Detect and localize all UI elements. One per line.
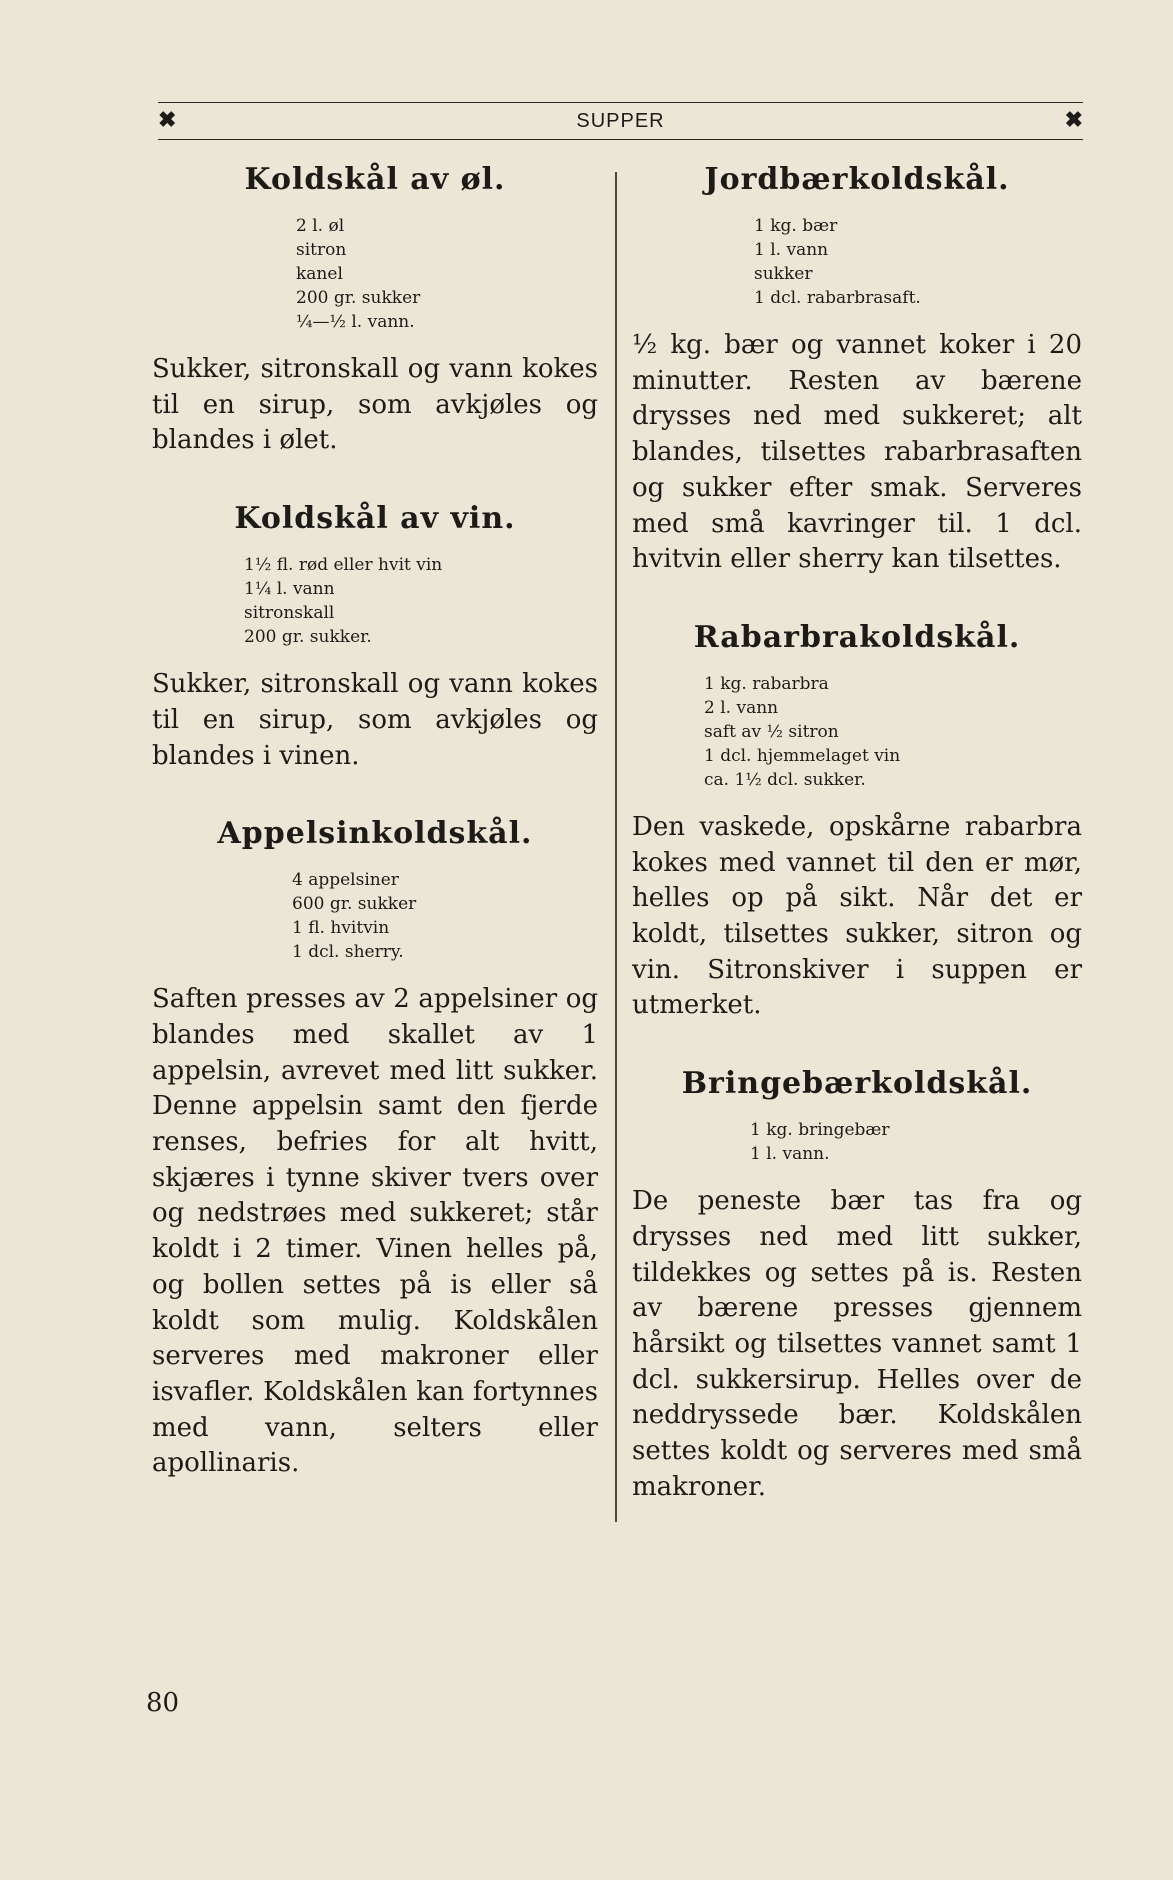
recipe-title: Koldskål av øl. [244,162,506,197]
ingredient-list [292,868,598,964]
ingredient-item: sukker [754,264,813,284]
right-column [632,160,1082,1545]
recipe-instructions: Den vaskede, opskårne rabarbra kokes med vannet til den er mør, helles op på sikt. Når det er koldt, tilsettes sukker, sitron og vin. Sitronskiver i suppen er utmerket. [632,811,1082,1021]
recipe-title: Jordbærkoldskål. [704,162,1010,197]
recipe-koldskal-vin [152,499,598,774]
recipe-title: Bringebærkoldskål. [681,1066,1033,1102]
recipe-instructions: Sukker, sitronskall og vann kokes til en sirup, som avkjøles og blandes i vinen. [152,669,598,771]
ingredient-item: 1 fl. hvitvin [292,918,390,939]
left-column [152,160,598,1522]
ingredient-item: 1 dcl. sherry. [292,942,404,963]
ingredient-item: saft av ½ sitron [704,721,839,742]
ingredient-item: ca. 1½ dcl. sukker. [704,769,866,790]
recipe-bringebaerkoldskal [632,1064,1082,1505]
ingredient-item: 2 l. vann [704,697,779,718]
recipe-title: Appelsinkoldskål. [217,816,533,852]
ingredient-item: 1 l. vann [754,240,829,260]
recipe-title: Koldskål av vin. [234,501,516,537]
recipe-jordbaerkoldskal [632,160,1082,578]
ingredient-list [244,553,598,649]
ingredient-item: 600 gr. sukker [292,894,417,915]
ingredient-item: 1 kg. bringebær [750,1120,890,1141]
ingredient-item: 1 dcl. rabarbrasaft. [754,288,921,308]
ingredient-item: 1 kg. rabarbra [704,673,829,694]
ingredient-item: 2 l. øl [296,216,345,236]
ingredient-item: 1½ fl. rød eller hvit vin [244,555,443,576]
ingredient-item: 200 gr. sukker [296,288,421,308]
recipe-instructions: Sukker, sitronskall og vann kokes til en sirup, som avkjøles og blandes i ølet. [152,354,598,456]
ingredient-list [704,672,1082,792]
ingredient-item: ¼—½ l. vann. [296,312,415,332]
header-ornament-left: ✖ [158,107,177,133]
ingredient-item: 1 kg. bær [754,216,838,236]
recipe-koldskal-ol [152,160,598,459]
recipe-instructions: De peneste bær tas fra og drysses ned med litt sukker, tildekkes og settes på is. Resten av bærene presses gjennem hårsikt og tilsettes vannet samt 1 dcl. sukkersirup. Helles over de neddryssede bær. Koldskålen settes koldt og serveres med små makroner. [632,1186,1082,1502]
column-divider [615,172,617,1522]
running-header [158,102,1083,140]
ingredient-item: 4 appelsiner [292,870,399,891]
recipe-title: Rabarbrakoldskål. [693,619,1021,655]
recipe-rabarbrakoldskal [632,618,1082,1024]
ingredient-item: sitronskall [244,603,335,624]
ingredient-item: kanel [296,264,343,284]
ingredient-list [754,214,1082,310]
ingredient-item: 1¼ l. vann [244,579,335,600]
recipe-instructions: Saften presses av 2 appelsiner og blandes med skallet av 1 appelsin, avrevet med litt sukker. Denne appelsin samt den fjerde renses, befries for alt hvitt, skjæres i tynne skiver tvers over og nedstrøes med sukkeret; står koldt i 2 timer. Vinen helles på, og bollen settes på is eller så koldt som mulig. Koldskålen serveres med makroner eller isvafler. Koldskålen kan fortynnes med vann, selters eller apollinaris. [152,984,598,1479]
ingredient-list [750,1118,1082,1166]
ingredient-item: 200 gr. sukker. [244,627,372,648]
header-title: SUPPER [576,110,665,132]
recipe-appelsinkoldskal [152,814,598,1482]
page-number: 80 [146,1688,180,1718]
recipe-instructions: ½ kg. bær og vannet koker i 20 minutter. Resten av bærene drysses ned med sukkeret; alt blandes, tilsettes rabarbrasaften og sukker efter smak. Serveres med små kavringer til. 1 dcl. hvitvin eller sherry kan tilsettes. [632,330,1082,575]
header-ornament-right: ✖ [1064,107,1083,133]
ingredient-item: 1 dcl. hjemmelaget vin [704,745,901,766]
ingredient-list [296,214,598,334]
ingredient-item: 1 l. vann. [750,1144,830,1165]
ingredient-item: sitron [296,240,347,260]
